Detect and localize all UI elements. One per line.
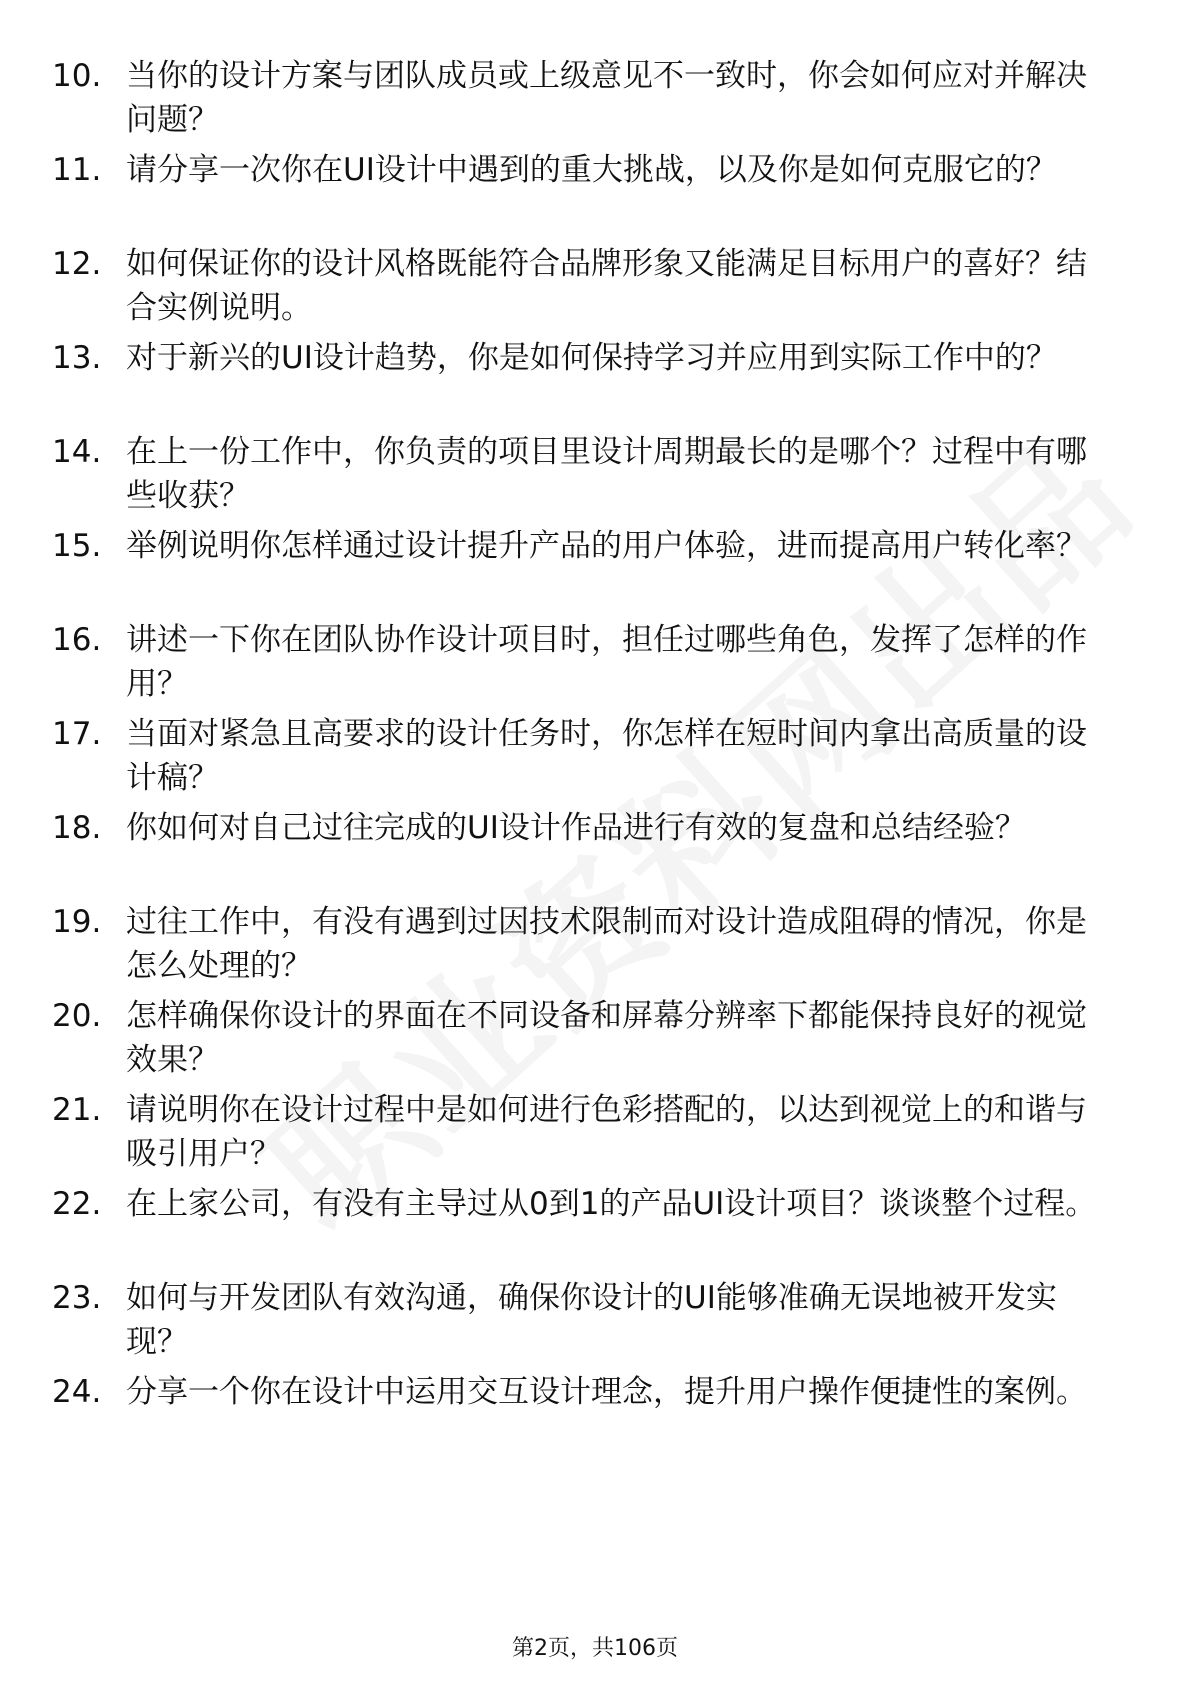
question-number: 11. (52, 152, 102, 188)
question-text: 请说明你在设计过程中是如何进行色彩搭配的，以达到视觉上的和谐与吸引用户？ (126, 1092, 1087, 1172)
question-text: 你如何对自己过往完成的UI设计作品进行有效的复盘和总结经验？ (126, 810, 1026, 846)
question-text: 举例说明你怎样通过设计提升产品的用户体验，进而提高用户转化率？ (126, 528, 1087, 564)
question-number: 24. (52, 1374, 102, 1410)
question-item (0, 1276, 1190, 1376)
question-text: 请分享一次你在UI设计中遇到的重大挑战，以及你是如何克服它的？ (126, 152, 1057, 188)
question-number: 10. (52, 58, 102, 94)
question-text: 如何保证你的设计风格既能符合品牌形象又能满足目标用户的喜好？结合实例说明。 (126, 246, 1087, 326)
question-item (0, 806, 1190, 906)
question-item (0, 336, 1190, 436)
question-text: 在上一份工作中，你负责的项目里设计周期最长的是哪个？过程中有哪些收获？ (126, 434, 1087, 514)
question-number: 14. (52, 434, 102, 470)
question-text: 对于新兴的UI设计趋势，你是如何保持学习并应用到实际工作中的？ (126, 340, 1057, 376)
question-number: 17. (52, 716, 102, 752)
question-number: 23. (52, 1280, 102, 1316)
question-item (0, 900, 1190, 1000)
question-text: 怎样确保你设计的界面在不同设备和屏幕分辨率下都能保持良好的视觉效果？ (126, 998, 1087, 1078)
question-item (0, 54, 1190, 154)
question-text: 在上家公司，有没有主导过从0到1的产品UI设计项目？谈谈整个过程。 (126, 1186, 1097, 1222)
question-item (0, 148, 1190, 248)
question-item (0, 242, 1190, 342)
question-number: 18. (52, 810, 102, 846)
question-text: 讲述一下你在团队协作设计项目时，担任过哪些角色，发挥了怎样的作用？ (126, 622, 1087, 702)
question-item (0, 994, 1190, 1094)
question-item (0, 1182, 1190, 1282)
question-item (0, 1370, 1190, 1470)
question-number: 19. (52, 904, 102, 940)
page-footer (0, 1634, 1190, 1664)
question-item (0, 430, 1190, 530)
question-text: 如何与开发团队有效沟通，确保你设计的UI能够准确无误地被开发实现？ (126, 1280, 1057, 1360)
question-item (0, 524, 1190, 624)
question-text: 过往工作中，有没有遇到过因技术限制而对设计造成阻碍的情况，你是怎么处理的？ (126, 904, 1087, 984)
question-number: 20. (52, 998, 102, 1034)
question-number: 12. (52, 246, 102, 282)
question-item (0, 1088, 1190, 1188)
question-text: 当你的设计方案与团队成员或上级意见不一致时，你会如何应对并解决问题？ (126, 58, 1087, 138)
question-item (0, 618, 1190, 718)
page-label: 第2页，共106页 (512, 1636, 678, 1661)
question-text: 当面对紧急且高要求的设计任务时，你怎样在短时间内拿出高质量的设计稿？ (126, 716, 1087, 796)
question-item (0, 712, 1190, 812)
question-number: 13. (52, 340, 102, 376)
question-number: 21. (52, 1092, 102, 1128)
question-number: 16. (52, 622, 102, 658)
question-number: 15. (52, 528, 102, 564)
question-text: 分享一个你在设计中运用交互设计理念，提升用户操作便捷性的案例。 (126, 1374, 1087, 1410)
question-number: 22. (52, 1186, 102, 1222)
